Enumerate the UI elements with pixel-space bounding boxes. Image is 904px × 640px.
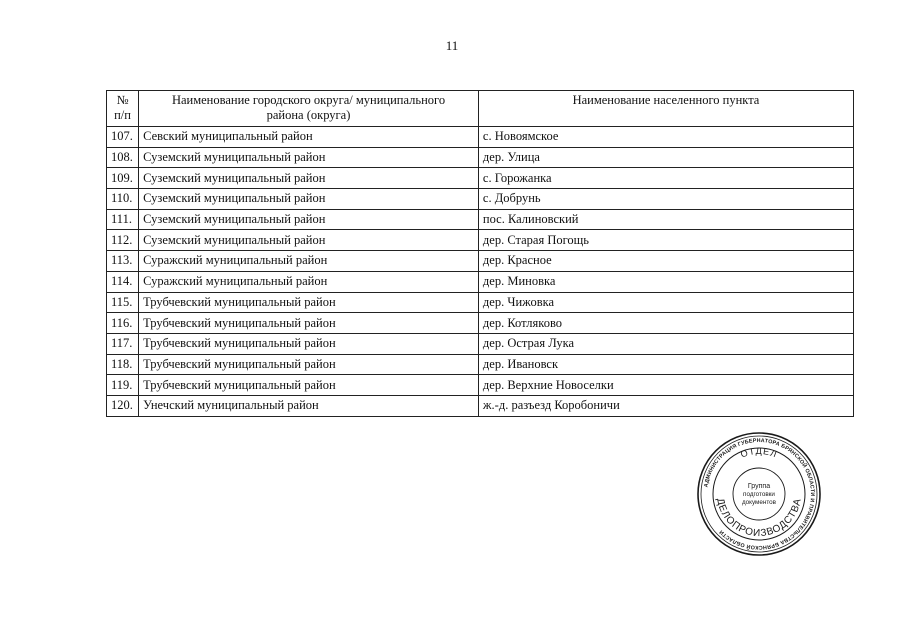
table-body [107, 127, 854, 417]
row-district: Суземский муниципальный район [139, 209, 479, 230]
row-number: 119. [107, 375, 139, 396]
table-row [107, 127, 854, 148]
stamp-ring-text: АДМИНИСТРАЦИЯ ГУБЕРНАТОРА БРЯНСКОЙ ОБЛАСТИ И ПРАВИТЕЛЬСТВА БРЯНСКОЙ ОБЛАСТИ [703, 437, 816, 551]
table-row [107, 189, 854, 210]
row-place: дер. Старая Погощь [478, 230, 853, 251]
row-district: Трубчевский муниципальный район [139, 313, 479, 334]
row-place: дер. Котляково [478, 313, 853, 334]
header-num [107, 91, 139, 127]
table-row [107, 395, 854, 416]
row-district: Трубчевский муниципальный район [139, 375, 479, 396]
row-number: 109. [107, 168, 139, 189]
stamp-department-title: ОТДЕЛ [739, 445, 779, 460]
table-row [107, 292, 854, 313]
row-number: 113. [107, 251, 139, 272]
row-district: Трубчевский муниципальный район [139, 333, 479, 354]
header-num-text: № п/п [114, 93, 131, 122]
table-row [107, 333, 854, 354]
row-district: Суземский муниципальный район [139, 147, 479, 168]
row-number: 117. [107, 333, 139, 354]
row-district: Унечский муниципальный район [139, 395, 479, 416]
row-place: с. Новоямское [478, 127, 853, 148]
row-place: дер. Ивановск [478, 354, 853, 375]
row-number: 110. [107, 189, 139, 210]
header-district [139, 91, 479, 127]
table-row [107, 251, 854, 272]
row-number: 118. [107, 354, 139, 375]
row-number: 108. [107, 147, 139, 168]
stamp-seal-icon [696, 431, 822, 557]
svg-text:ОТДЕЛ [739, 446, 779, 460]
official-stamp [696, 431, 822, 557]
row-place: с. Добрунь [478, 189, 853, 210]
stamp-center-line: документов [741, 499, 777, 506]
row-place: с. Горожанка [478, 168, 853, 189]
table-row [107, 168, 854, 189]
table-row [107, 375, 854, 396]
header-place [478, 91, 853, 127]
row-district: Суземский муниципальный район [139, 189, 479, 210]
row-number: 115. [107, 292, 139, 313]
row-district: Суземский муниципальный район [139, 230, 479, 251]
stamp-department-subtitle: ДЕЛОПРОИЗВОДСТВА [714, 497, 804, 540]
row-district: Трубчевский муниципальный район [139, 292, 479, 313]
header-place-text: Наименование населенного пункта [572, 93, 760, 107]
row-number: 114. [107, 271, 139, 292]
table-row [107, 147, 854, 168]
row-place: ж.-д. разъезд Коробоничи [478, 395, 853, 416]
row-place: дер. Острая Лука [478, 333, 853, 354]
row-district: Трубчевский муниципальный район [139, 354, 479, 375]
stamp-center-line: Группа [747, 483, 771, 490]
stamp-center-line: подготовки [743, 491, 775, 498]
table-row [107, 230, 854, 251]
row-place: дер. Верхние Новоселки [478, 375, 853, 396]
row-place: дер. Улица [478, 147, 853, 168]
table-row [107, 271, 854, 292]
table-row [107, 313, 854, 334]
header-district-text: Наименование городского округа/ муниципального района (округа) [171, 93, 446, 122]
row-district: Суземский муниципальный район [139, 168, 479, 189]
row-place: дер. Красное [478, 251, 853, 272]
table-row [107, 354, 854, 375]
row-number: 112. [107, 230, 139, 251]
row-number: 107. [107, 127, 139, 148]
table-header-row [107, 91, 854, 127]
row-place: дер. Миновка [478, 271, 853, 292]
row-number: 111. [107, 209, 139, 230]
row-district: Севский муниципальный район [139, 127, 479, 148]
table-row [107, 209, 854, 230]
settlements-table [106, 90, 854, 417]
row-place: пос. Калиновский [478, 209, 853, 230]
row-number: 116. [107, 313, 139, 334]
page-number: 11 [445, 38, 459, 53]
row-number: 120. [107, 395, 139, 416]
row-place: дер. Чижовка [478, 292, 853, 313]
row-district: Суражский муниципальный район [139, 251, 479, 272]
row-district: Суражский муниципальный район [139, 271, 479, 292]
